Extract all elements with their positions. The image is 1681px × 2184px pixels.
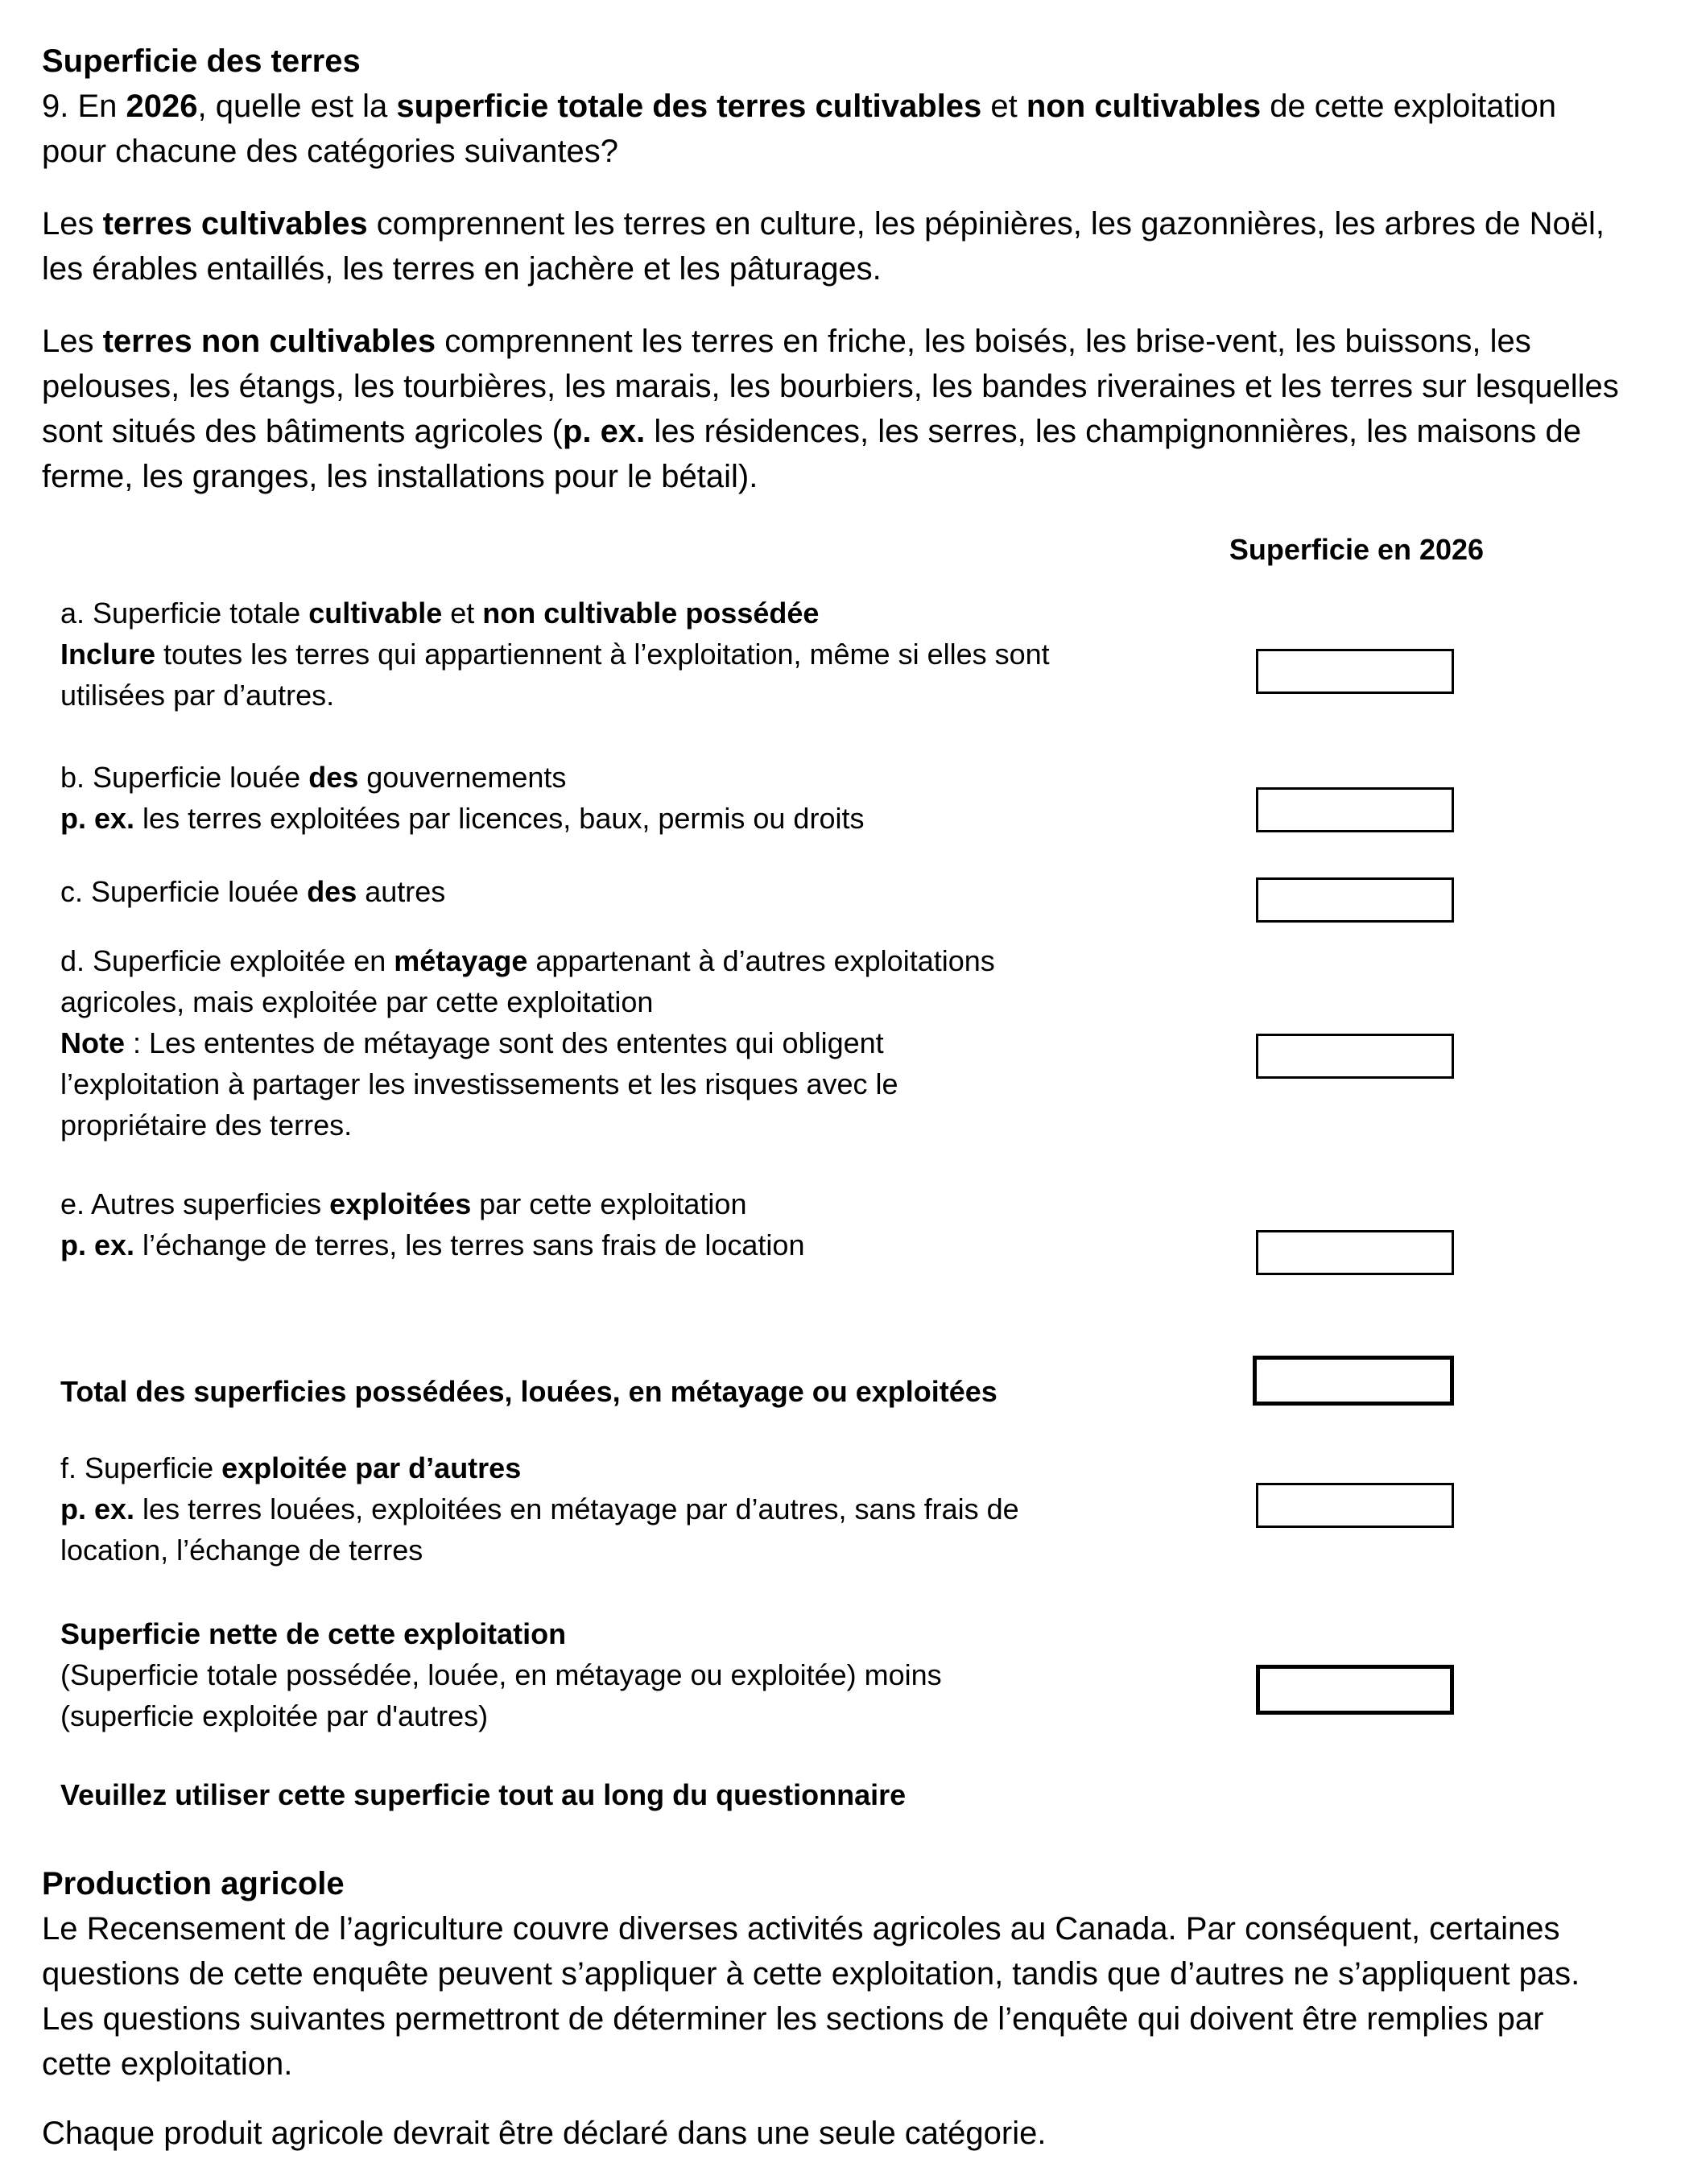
instruction-text: Veuillez utiliser cette superficie tout au long du questionnaire [60, 1778, 907, 1811]
item-b-input[interactable] [1256, 787, 1454, 832]
column-header-superficie-2026: Superficie en 2026 [1229, 533, 1485, 566]
item-d-input[interactable] [1256, 1034, 1454, 1079]
cultivables-definition: Les terres cultivables comprennent les terres en culture, les pépinières, les gazonnières, les arbres de Noël, les érables entaillés, les terres en jachère et les pâturages. [42, 206, 1605, 287]
section-heading-production: Production agricole [42, 1866, 345, 1901]
section-heading-superficie: Superficie des terres [42, 43, 361, 79]
non-cultivables-definition: Les terres non cultivables comprennent les terres en friche, les boisés, les brise-vent, les buissons, les pelouses, les étangs, les tourbières, les marais, les bourbiers, les bandes riveraines et les terres sur lesquelles sont situés des bâtiments agricoles (p. ex. les résidences, les serres, les champignonnières, les maisons de ferme, les granges, les installations pour le bétail). [42, 324, 1619, 494]
net-label: Superficie nette de cette exploitation (Superficie totale possédée, louée, en métayage ou exploitée) moins (superficie exploitée par d'autres) [60, 1617, 942, 1732]
item-f-label: f. Superficie exploitée par d’autres p. ex. les terres louées, exploitées en métayage par d’autres, sans frais de location, l’échange de terres [60, 1451, 1019, 1567]
production-note: Chaque produit agricole devrait être déclaré dans une seule catégorie. [42, 2116, 1047, 2151]
total-input[interactable] [1253, 1356, 1454, 1406]
item-e-input[interactable] [1256, 1230, 1454, 1275]
net-input[interactable] [1256, 1665, 1454, 1715]
item-a-label: a. Superficie totale cultivable et non cultivable possédée Inclure toutes les terres qui appartiennent à l’exploitation, même si elles sont utilisées par d’autres. [60, 597, 1050, 712]
item-c-label: c. Superficie louée des autres [60, 875, 446, 908]
item-d-label: d. Superficie exploitée en métayage appartenant à d’autres exploitations agricoles, mais exploitée par cette exploitation Note : Les ententes de métayage sont des ententes qui obligent l’exploitation à partager les investissements et les risques avec le propriétaire des terres. [60, 944, 995, 1142]
question-9-text: 9. En 2026, quelle est la superficie totale des terres cultivables et non cultivables de cette exploitation pour chacune des catégories suivantes? [42, 89, 1556, 169]
item-f-input[interactable] [1256, 1483, 1454, 1528]
item-b-label: b. Superficie louée des gouvernements p. ex. les terres exploitées par licences, baux, permis ou droits [60, 761, 865, 835]
production-paragraph: Le Recensement de l’agriculture couvre diverses activités agricoles au Canada. Par conséquent, certaines questions de cette enquête peuvent s’appliquer à cette exploitation, tandis que d’autres ne s’appliquent pas. Les questions suivantes permettront de déterminer les sections de l’enquête qui doivent être remplies par cette exploitation. [42, 1911, 1580, 2082]
item-e-label: e. Autres superficies exploitées par cette exploitation p. ex. l’échange de terres, les terres sans frais de location [60, 1187, 805, 1261]
item-a-input[interactable] [1256, 649, 1454, 694]
item-c-input[interactable] [1256, 877, 1454, 923]
total-label: Total des superficies possédées, louées, en métayage ou exploitées [60, 1375, 997, 1408]
